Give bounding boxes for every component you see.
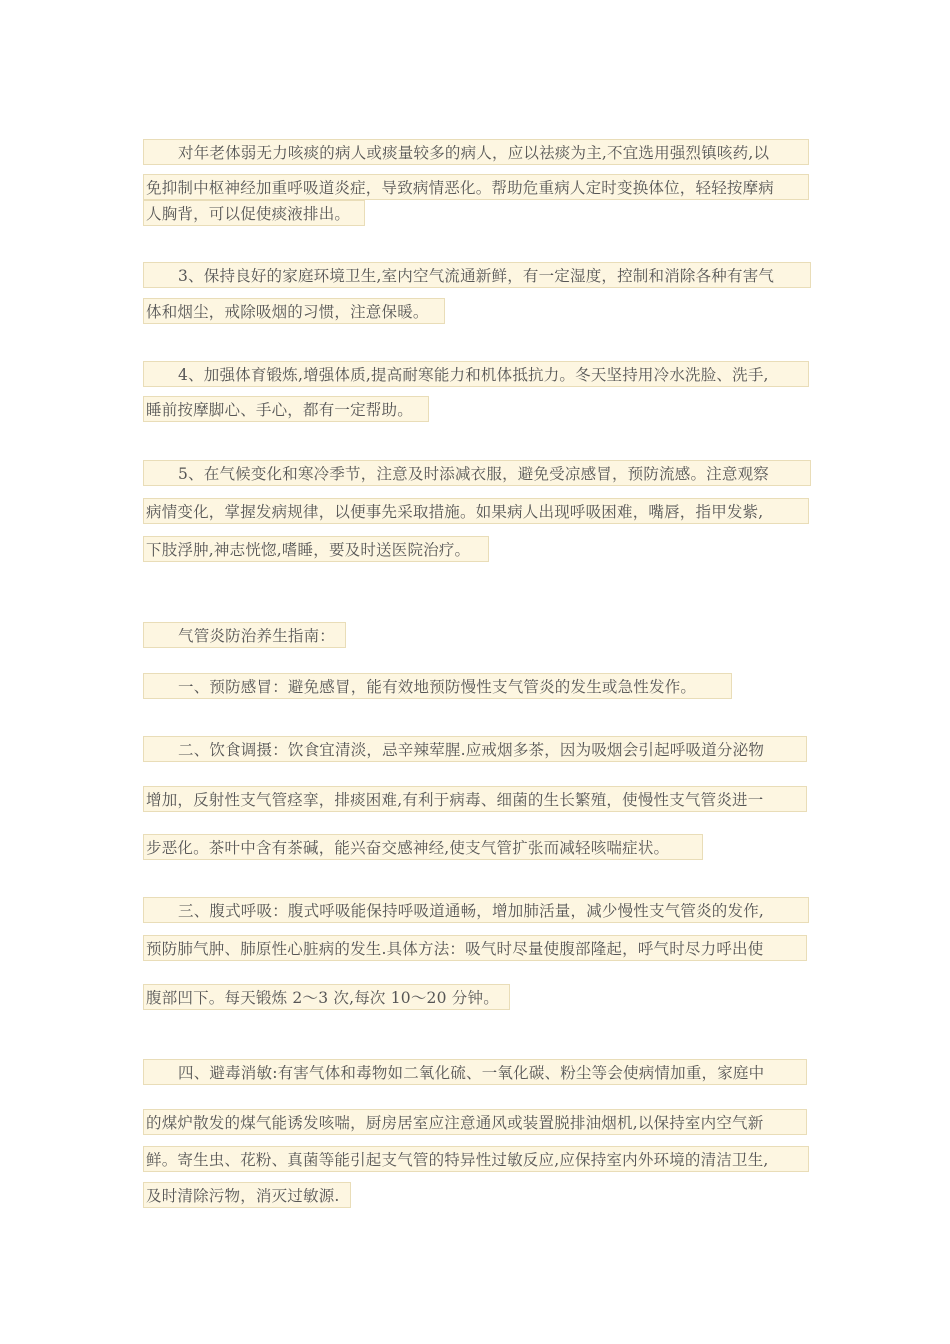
text-line: 四、避毒消敏:有害气体和毒物如二氧化硫、一氧化碳、粉尘等会使病情加重，家庭中 bbox=[143, 1059, 807, 1085]
text-line: 4、加强体育锻炼,增强体质,提高耐寒能力和机体抵抗力。冬天坚持用冷水洗脸、洗手, bbox=[143, 361, 809, 387]
text-line: 增加，反射性支气管痉挛，排痰困难,有利于病毒、细菌的生长繁殖，使慢性支气管炎进一 bbox=[143, 786, 807, 812]
text-line: 二、饮食调摄：饮食宜清淡，忌辛辣荤腥.应戒烟多茶，因为吸烟会引起呼吸道分泌物 bbox=[143, 736, 807, 762]
text-line: 对年老体弱无力咳痰的病人或痰量较多的病人，应以祛痰为主,不宜选用强烈镇咳药,以 bbox=[143, 139, 809, 165]
text-line: 腹部凹下。每天锻炼 2～3 次,每次 10～20 分钟。 bbox=[143, 984, 510, 1010]
text-line: 3、保持良好的家庭环境卫生,室内空气流通新鲜，有一定湿度，控制和消除各种有害气 bbox=[143, 262, 811, 288]
text-line: 5、在气候变化和寒冷季节，注意及时添减衣服，避免受凉感冒，预防流感。注意观察 bbox=[143, 460, 811, 486]
text-line: 三、腹式呼吸：腹式呼吸能保持呼吸道通畅，增加肺活量，减少慢性支气管炎的发作, bbox=[143, 897, 809, 923]
text-line: 的煤炉散发的煤气能诱发咳喘，厨房居室应注意通风或装置脱排油烟机,以保持室内空气新 bbox=[143, 1109, 807, 1135]
text-line: 及时清除污物，消灭过敏源. bbox=[143, 1182, 351, 1208]
text-line: 免抑制中枢神经加重呼吸道炎症，导致病情恶化。帮助危重病人定时变换体位，轻轻按摩病 bbox=[143, 174, 809, 200]
text-line: 步恶化。茶叶中含有茶碱，能兴奋交感神经,使支气管扩张而减轻咳喘症状。 bbox=[143, 834, 703, 860]
text-line: 一、预防感冒：避免感冒，能有效地预防慢性支气管炎的发生或急性发作。 bbox=[143, 673, 732, 699]
text-line: 病情变化，掌握发病规律，以便事先采取措施。如果病人出现呼吸困难，嘴唇，指甲发紫, bbox=[143, 498, 809, 524]
text-line: 人胸背，可以促使痰液排出。 bbox=[143, 200, 365, 226]
text-line: 预防肺气肿、肺原性心脏病的发生.具体方法：吸气时尽量使腹部隆起，呼气时尽力呼出使 bbox=[143, 935, 807, 961]
text-line: 睡前按摩脚心、手心，都有一定帮助。 bbox=[143, 396, 429, 422]
text-line: 鲜。寄生虫、花粉、真菌等能引起支气管的特异性过敏反应,应保持室内外环境的清洁卫生, bbox=[143, 1146, 809, 1172]
text-line: 体和烟尘，戒除吸烟的习惯，注意保暖。 bbox=[143, 298, 445, 324]
text-line: 下肢浮肿,神志恍惚,嗜睡，要及时送医院治疗。 bbox=[143, 536, 489, 562]
section-heading: 气管炎防治养生指南： bbox=[143, 622, 346, 648]
